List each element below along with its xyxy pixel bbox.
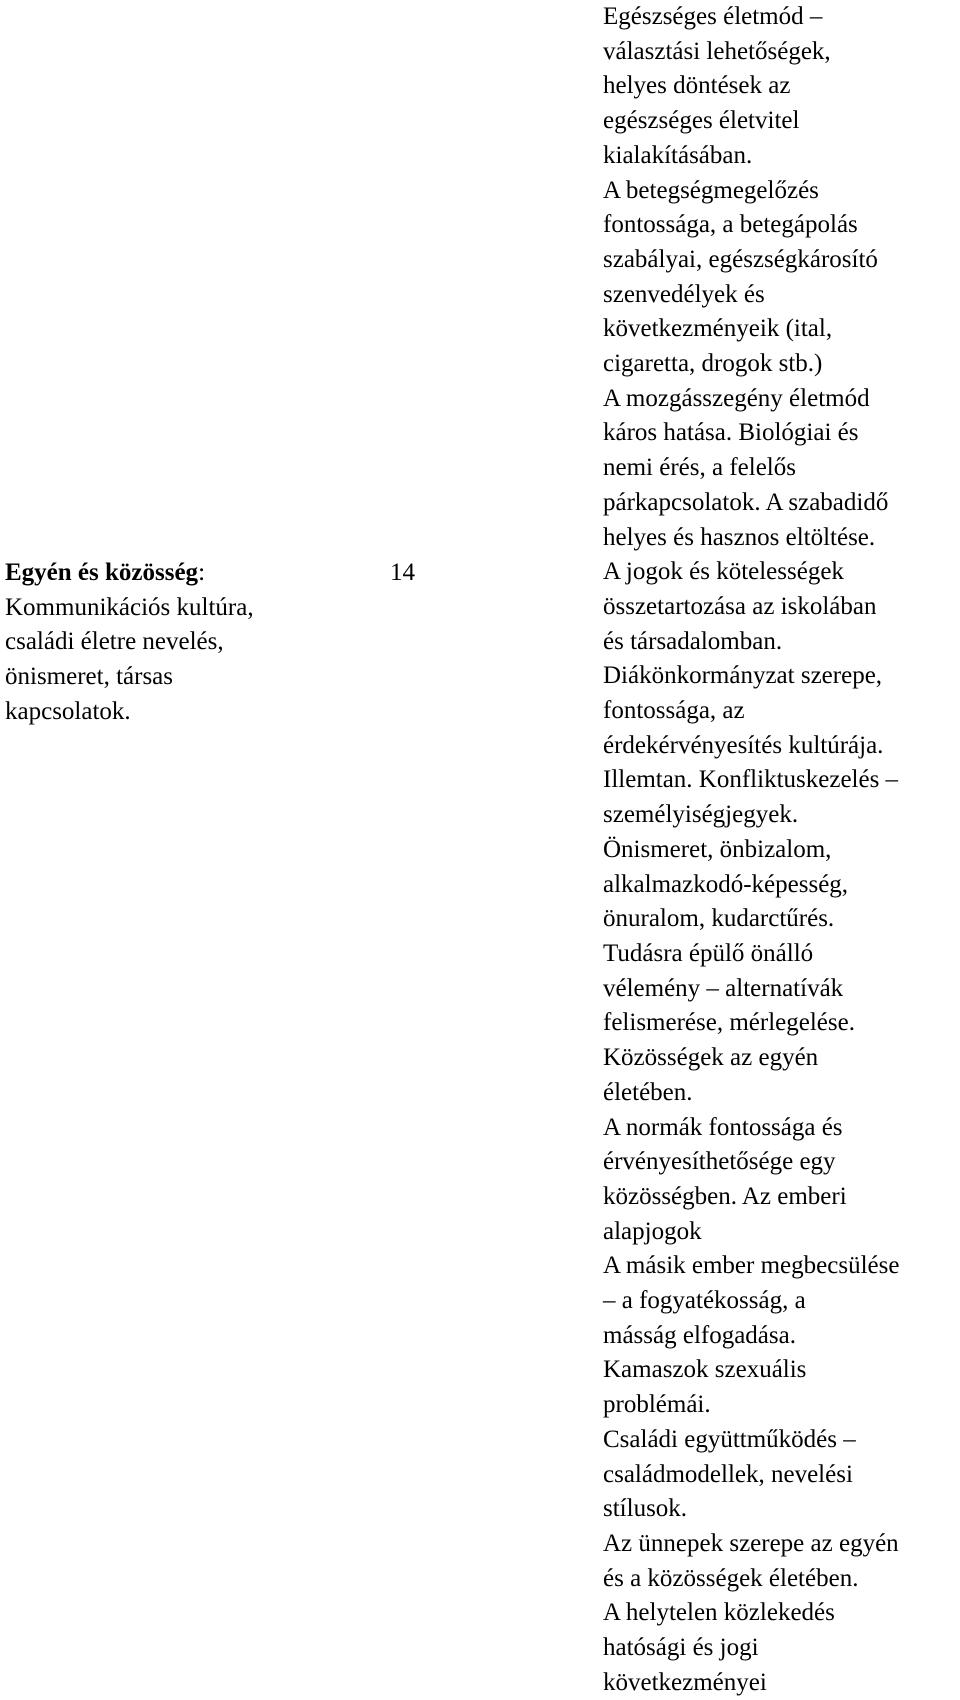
topic-item: Közösségek az egyén életében. [603, 1044, 819, 1106]
topic-area-cell [5, 556, 325, 730]
topic-item: Családi együttműködés – családmodellek, nevelési stílusok. [603, 1425, 856, 1523]
topic-item: Az ünnepek szerepe az egyén és a közösségek életében. [603, 1529, 899, 1592]
topic-item: Tudásra épülő önálló vélemény – alternatívák felismerése, mérlegelése. [603, 939, 855, 1037]
topic-item: A jogok és kötelességek összetartozása az iskolában és társadalomban. [603, 558, 877, 655]
topic-item: A helytelen közlekedés hatósági és jogi következményei [603, 1599, 835, 1696]
topic-item: A betegségmegelőzés fontossága, a betegápolás szabályai, egészségkárosító szenvedélyek és következményeik (ital, cigaretta, drogok stb.) [603, 176, 878, 378]
topic-item: Kamaszok szexuális problémái. [603, 1356, 807, 1419]
topic-item: A normák fontossága és érvényesíthetősége egy közösségben. Az emberi alapjogok [603, 1113, 847, 1245]
topic-area-heading [5, 556, 325, 591]
topic-item: A másik ember megbecsülése – a fogyatékosság, a másság elfogadása. [603, 1252, 900, 1349]
topic-item: Egészséges életmód – választási lehetőségek, helyes döntések az egészséges életvitel kialakításában. [603, 3, 831, 169]
hours-cell: 14 [390, 559, 415, 586]
topic-area-description: Kommunikációs kultúra, családi életre nevelés, önismeret, társas kapcsolatok. [5, 593, 254, 725]
topic-item: Diákönkormányzat szerepe, fontossága, az érdekérvényesítés kultúrája. [603, 662, 884, 759]
topic-item: Illemtan. Konfliktuskezelés – személyiségjegyek. [603, 766, 899, 829]
topic-area-colon: : [198, 559, 206, 586]
topic-item: Önismeret, önbizalom, alkalmazkodó-képesség, önuralom, kudarctűrés. [603, 835, 849, 933]
topic-area-title: Egyén és közösség [5, 559, 199, 586]
topics-cell [603, 0, 960, 1700]
topic-item: A mozgásszegény életmód káros hatása. Biológiai és nemi érés, a felelős párkapcsolatok. A szabadidő helyes és hasznos eltöltése. [603, 384, 889, 551]
